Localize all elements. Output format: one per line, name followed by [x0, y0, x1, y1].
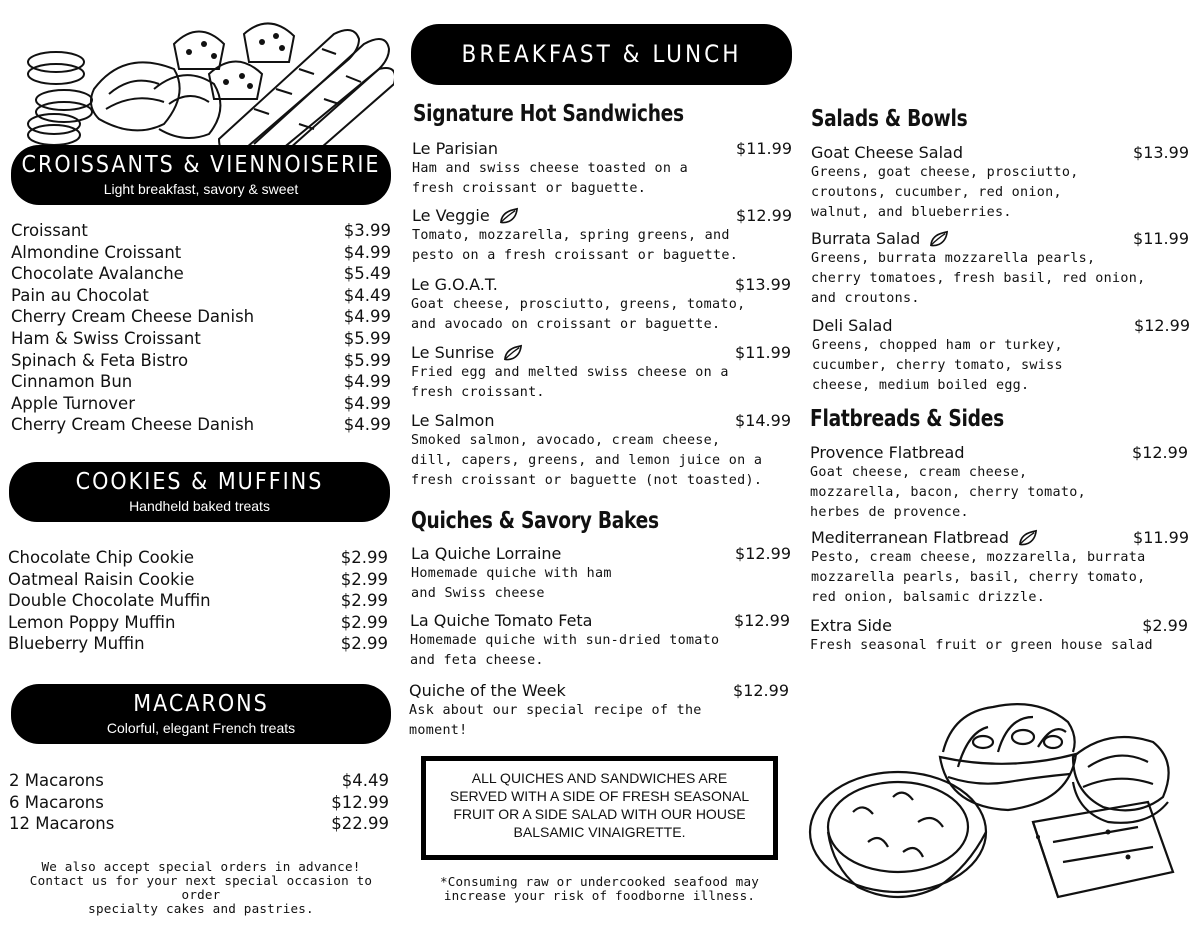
menu-item [411, 275, 791, 335]
list-item: 2 Macarons $4.49 [9, 771, 389, 790]
list-item: Chocolate Avalanche $5.49 [11, 264, 391, 284]
menu-item [811, 229, 1189, 309]
section-heading: Flatbreads & Sides [810, 406, 1004, 432]
special-orders-note: We also accept special orders in advance! Contact us for your next special occasion to order specialty cakes and pastries. [29, 859, 373, 916]
list-item: Chocolate Chip Cookie $2.99 [8, 548, 388, 567]
item-description: Homemade quiche with sun-dried tomato and feta cheese. [410, 633, 720, 668]
item-name: Extra Side [810, 616, 892, 635]
menu-item [412, 139, 792, 199]
item-price: $12.99 [733, 681, 789, 700]
section-title: COOKIES & MUFFINS [75, 469, 324, 496]
menu-item [412, 206, 792, 266]
item-description: Fried egg and melted swiss cheese on a fresh croissant. [411, 365, 729, 400]
section-heading: Salads & Bowls [811, 106, 968, 132]
item-description: Goat cheese, prosciutto, greens, tomato, and avocado on croissant or baguette. [411, 297, 746, 332]
item-description: Greens, burrata mozzarella pearls, cherry tomatoes, fresh basil, red onion, and croutons. [811, 251, 1146, 306]
pastry-illustration [14, 14, 394, 149]
item-price: $13.99 [1133, 143, 1189, 162]
item-description: Goat cheese, cream cheese, mozzarella, bacon, cherry tomato, herbes de provence. [810, 465, 1086, 520]
item-name: Goat Cheese Salad [811, 143, 963, 162]
item-price: $12.99 [734, 611, 790, 630]
breakfast-lunch-header [411, 24, 792, 85]
list-item: Apple Turnover $4.99 [11, 393, 391, 413]
item-description: Tomato, mozzarella, spring greens, and pesto on a fresh croissant or baguette. [412, 228, 739, 263]
section-title: BREAKFAST & LUNCH [461, 40, 742, 69]
cookies-header [9, 462, 390, 522]
section-heading: Quiches & Savory Bakes [411, 508, 659, 534]
item-description: Fresh seasonal fruit or green house salad [810, 638, 1153, 653]
item-price: $11.99 [1133, 528, 1189, 547]
vegetarian-leaf-icon [502, 344, 524, 362]
item-description: Greens, goat cheese, prosciutto, croutons, cucumber, red onion, walnut, and blueberries. [811, 165, 1079, 220]
item-price: $12.99 [1134, 316, 1190, 335]
list-item: Oatmeal Raisin Cookie $2.99 [8, 569, 388, 589]
item-name: Le Sunrise [411, 343, 495, 362]
item-name: Quiche of the Week [409, 681, 566, 700]
menu-item [409, 681, 789, 741]
croissants-header [11, 145, 391, 205]
cookies-list [8, 547, 388, 655]
item-name: Le Parisian [412, 139, 499, 158]
menu-item [810, 443, 1188, 523]
item-description: Greens, chopped ham or turkey, cucumber, cherry tomato, swiss cheese, medium boiled egg. [812, 338, 1063, 393]
menu-item [811, 528, 1189, 608]
menu-item [410, 611, 790, 671]
list-item: Lemon Poppy Muffin $2.99 [8, 612, 388, 632]
item-price: $12.99 [735, 544, 791, 563]
item-price: $12.99 [736, 206, 792, 225]
menu-item [811, 143, 1189, 223]
item-name: Burrata Salad [811, 229, 921, 248]
list-item: Croissant $3.99 [11, 221, 391, 240]
quiche-salad-illustration [808, 692, 1193, 917]
list-item: Cinnamon Bun $4.99 [11, 372, 391, 392]
item-name: Le Salmon [411, 411, 495, 430]
item-name: Provence Flatbread [810, 443, 965, 462]
croissants-list [11, 220, 391, 436]
item-name: La Quiche Tomato Feta [410, 611, 593, 630]
item-description: Smoked salmon, avocado, cream cheese, dill, capers, greens, and lemon juice on a fresh croissant or baguette (not toasted). [411, 433, 763, 488]
section-subtitle: Colorful, elegant French treats [106, 719, 296, 736]
item-name: Le Veggie [412, 206, 490, 225]
item-price: $2.99 [1142, 616, 1188, 635]
section-heading: Signature Hot Sandwiches [413, 101, 684, 127]
vegetarian-leaf-icon [498, 207, 520, 225]
item-name: Mediterranean Flatbread [811, 528, 1009, 547]
item-price: $14.99 [735, 411, 791, 430]
menu-item [411, 343, 791, 403]
menu-item [812, 316, 1190, 396]
vegetarian-leaf-icon [1017, 529, 1039, 547]
notice-text: ALL QUICHES AND SANDWICHES ARE SERVED WITH A SIDE OF FRESH SEASONAL FRUIT OR A SIDE SALAD WITH OUR HOUSE BALSAMIC VINAIGRETTE. [449, 770, 750, 840]
item-price: $11.99 [736, 139, 792, 158]
section-title: MACARONS [133, 691, 269, 718]
item-name: Deli Salad [812, 316, 893, 335]
list-item: Double Chocolate Muffin $2.99 [8, 591, 388, 611]
macarons-header [11, 684, 391, 744]
item-name: Le G.O.A.T. [411, 275, 498, 294]
list-item: Blueberry Muffin $2.99 [8, 634, 388, 654]
vegetarian-leaf-icon [928, 230, 950, 248]
item-description: Pesto, cream cheese, mozzarella, burrata mozzarella pearls, basil, cherry tomato, red onion, balsamic drizzle. [811, 550, 1146, 605]
served-with-notice [421, 756, 778, 860]
section-title: CROISSANTS & VIENNOISERIE [21, 152, 381, 179]
item-price: $11.99 [1133, 229, 1189, 248]
list-item: 12 Macarons $22.99 [9, 814, 389, 834]
item-name: La Quiche Lorraine [411, 544, 562, 563]
list-item: Cherry Cream Cheese Danish $4.99 [11, 307, 391, 327]
list-item: Spinach & Feta Bistro $5.99 [11, 350, 391, 370]
section-subtitle: Handheld baked treats [129, 497, 270, 514]
menu-item [810, 616, 1188, 656]
section-subtitle: Light breakfast, savory & sweet [103, 180, 299, 197]
list-item: Pain au Chocolat $4.49 [11, 285, 391, 305]
item-price: $12.99 [1132, 443, 1188, 462]
item-description: Ask about our special recipe of the moment! [409, 703, 702, 738]
list-item: Almondine Croissant $4.99 [11, 242, 391, 262]
macarons-list [9, 770, 389, 835]
seafood-warning: *Consuming raw or undercooked seafood may increase your risk of foodborne illness. [439, 874, 760, 903]
list-item: 6 Macarons $12.99 [9, 792, 389, 812]
list-item: Ham & Swiss Croissant $5.99 [11, 328, 391, 348]
item-description: Ham and swiss cheese toasted on a fresh croissant or baguette. [412, 161, 688, 196]
item-description: Homemade quiche with ham and Swiss cheese [411, 566, 612, 601]
list-item: Cherry Cream Cheese Danish $4.99 [11, 415, 391, 435]
item-price: $13.99 [735, 275, 791, 294]
item-price: $11.99 [735, 343, 791, 362]
menu-item [411, 411, 791, 491]
menu-item [411, 544, 791, 604]
